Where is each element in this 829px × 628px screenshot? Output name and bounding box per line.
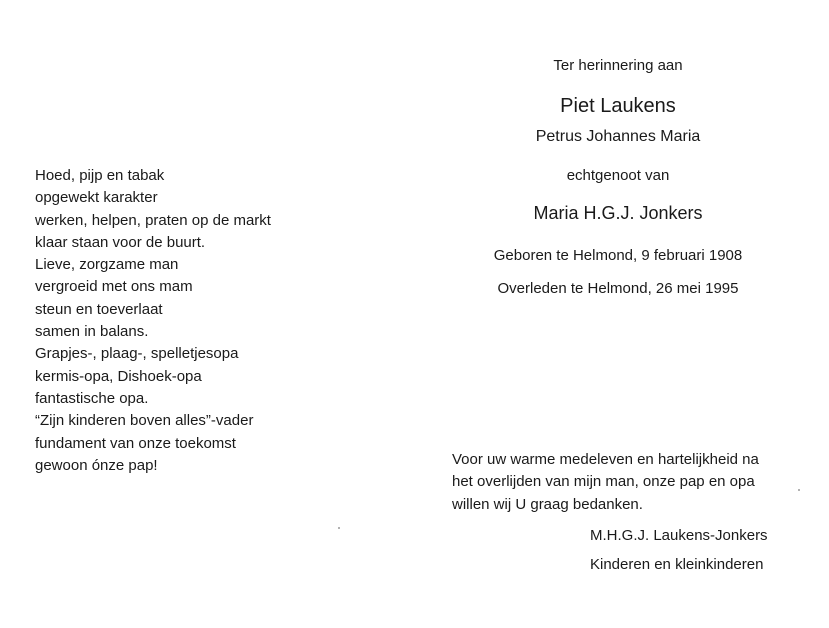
thanks-line: willen wij U graag bedanken. (452, 495, 643, 513)
poem (35, 165, 335, 477)
death-info: Overleden te Helmond, 26 mei 1995 (497, 280, 739, 297)
poem-line: Hoed, pijp en tabak (35, 167, 165, 184)
poem-line: klaar staan voor de buurt. (35, 233, 206, 251)
scan-speck (798, 489, 800, 491)
poem-line: opgewekt karakter (35, 189, 158, 207)
spouse-name: Maria H.G.J. Jonkers (533, 203, 703, 223)
spouse-label: echtgenoot van (566, 167, 670, 184)
poem-line: Lieve, zorgzame man (35, 256, 179, 274)
thanks-line: het overlijden van mijn man, onze pap en opa (452, 473, 755, 491)
poem-line: “Zijn kinderen boven alles”-vader (35, 412, 254, 430)
poem-line: werken, helpen, praten op de markt (35, 211, 271, 229)
poem-line: Grapjes-, plaag-, spelletjesopa (35, 345, 239, 363)
memorial-intro: Ter herinnering aan (553, 57, 683, 74)
poem-line: kermis-opa, Dishoek-opa (35, 367, 202, 385)
poem-line: fundament van onze toekomst (35, 434, 236, 452)
scan-speck (338, 527, 340, 529)
thanks-message (452, 449, 792, 516)
deceased-full-name: Petrus Johannes Maria (535, 128, 701, 145)
birth-info: Geboren te Helmond, 9 februari 1908 (493, 247, 743, 264)
poem-line: gewoon ónze pap! (35, 456, 158, 474)
signature-family: Kinderen en kleinkinderen (590, 556, 764, 573)
poem-line: samen in balans. (35, 323, 149, 341)
poem-line: steun en toeverlaat (35, 300, 163, 318)
thanks-line: Voor uw warme medeleven en hartelijkheid na (452, 451, 759, 468)
poem-line: fantastische opa. (35, 389, 149, 407)
poem-line: vergroeid met ons mam (35, 278, 193, 296)
signature-widow: M.H.G.J. Laukens-Jonkers (590, 527, 768, 544)
deceased-name: Piet Laukens (560, 95, 676, 117)
